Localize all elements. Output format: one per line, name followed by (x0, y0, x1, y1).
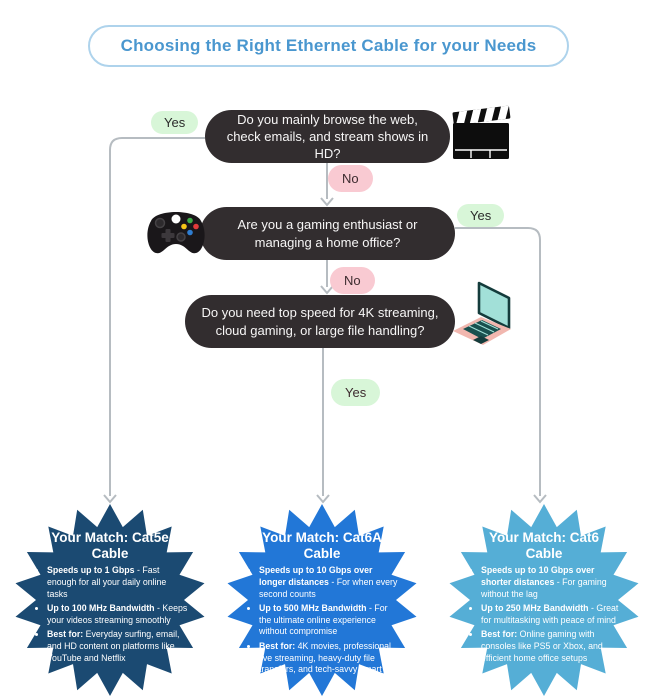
question-box-top-speed: Do you need top speed for 4K streaming, cloud gaming, or large file handling? (185, 295, 455, 348)
result-cat6a-content (244, 530, 400, 690)
result-cat5e-content (32, 530, 188, 667)
result-cat5e-bullets (32, 565, 188, 664)
bullet: • Up to 250 MHz Bandwidth - Great for multitasking with peace of mind (481, 603, 622, 626)
q1-yes-label: Yes (151, 111, 198, 134)
laptop-icon (449, 281, 515, 349)
bullet: • Speeds up to 1 Gbps - Fast enough for all your daily online tasks (47, 565, 188, 600)
clapperboard-icon (450, 102, 512, 162)
game-controller-icon (146, 199, 206, 261)
bullet: • Best for: Everyday surfing, email, and HD content on platforms like YouTube and Netflix (47, 629, 188, 664)
q2-yes-label: Yes (457, 204, 504, 227)
result-cat6-title: Your Match: Cat6 Cable (488, 530, 599, 562)
bullet: • Up to 500 MHz Bandwidth - For the ultimate online experience without compromise (259, 603, 400, 638)
question-box-gaming-office: Are you a gaming enthusiast or managing a home office? (200, 207, 455, 260)
q1-no-label: No (328, 165, 373, 192)
bullet: • Best for: 4K movies, professional live streaming, heavy-duty file transfers, and tech-savvy smart homes (259, 641, 400, 687)
bullet: • Speeds up to 10 Gbps over shorter distances - For gaming without the lag (481, 565, 622, 600)
result-cat6a-bullets (244, 565, 400, 687)
result-cat6-bullets (466, 565, 622, 664)
bullet: • Speeds up to 10 Gbps over longer distances - For when every second counts (259, 565, 400, 600)
page-title: Choosing the Right Ethernet Cable for your Needs (88, 25, 569, 67)
result-cat6a-title: Your Match: Cat6A Cable (262, 530, 382, 562)
q3-yes-label: Yes (331, 379, 380, 406)
question-box-browse-web: Do you mainly browse the web, check emails, and stream shows in HD? (205, 110, 450, 163)
bullet: • Best for: Online gaming with consoles like PS5 or Xbox, and efficient home office setups (481, 629, 622, 664)
bullet: • Up to 100 MHz Bandwidth - Keeps your videos streaming smoothly (47, 603, 188, 626)
result-cat6-content (466, 530, 622, 667)
result-cat5e-title: Your Match: Cat5e Cable (51, 530, 169, 562)
q2-no-label: No (330, 267, 375, 294)
